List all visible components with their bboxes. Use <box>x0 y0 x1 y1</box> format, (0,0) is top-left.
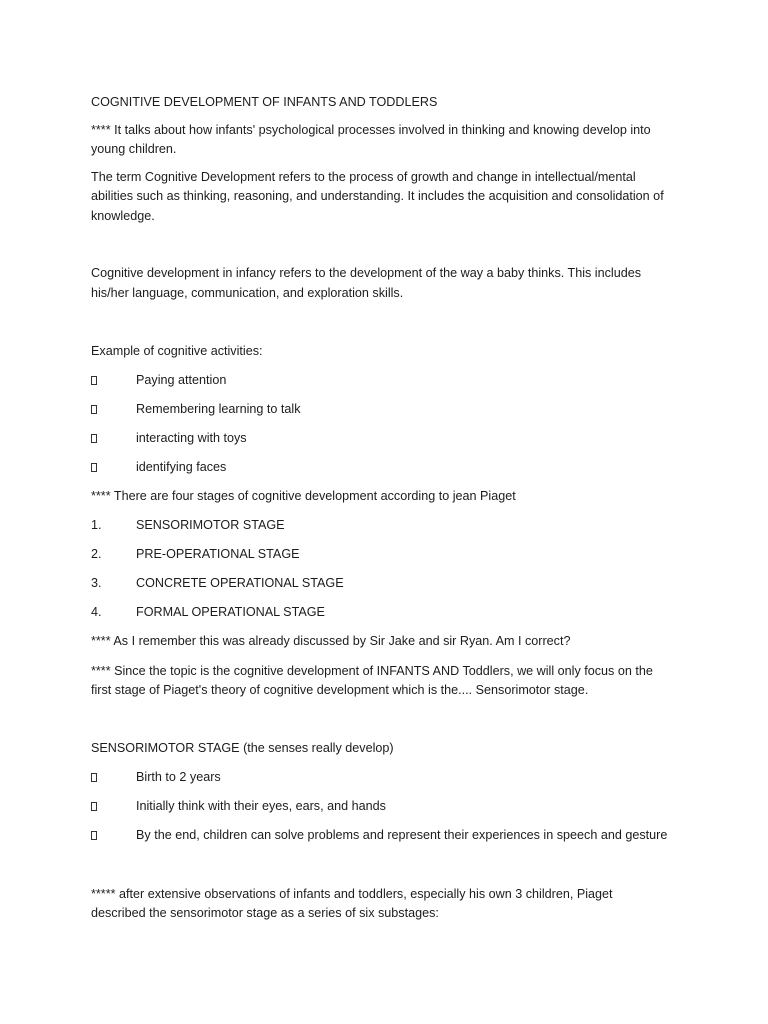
bullet-box-icon <box>91 458 97 477</box>
activity-item: Remembering learning to talk <box>136 402 301 416</box>
bullet-box-icon <box>91 826 97 845</box>
sensorimotor-point: Initially think with their eyes, ears, and hands <box>136 799 386 813</box>
activity-item: Paying attention <box>136 373 227 387</box>
definition-paragraph-line: abilities such as thinking, reasoning, and understanding. It includes the acquisition and consolidation of <box>91 189 664 203</box>
sensorimotor-heading: SENSORIMOTOR STAGE (the senses really develop) <box>91 741 394 755</box>
focus-paragraph-line: first stage of Piaget's theory of cognitive development which is the.... Sensorimotor stage. <box>91 683 589 697</box>
stage-item: SENSORIMOTOR STAGE <box>136 518 285 532</box>
substages-paragraph-line: described the sensorimotor stage as a series of six substages: <box>91 906 439 920</box>
stage-number: 3. <box>91 576 102 590</box>
remember-line: **** As I remember this was already discussed by Sir Jake and sir Ryan. Am I correct? <box>91 634 571 648</box>
stage-number: 4. <box>91 605 102 619</box>
stage-item: FORMAL OPERATIONAL STAGE <box>136 605 325 619</box>
definition-paragraph-line: knowledge. <box>91 209 155 223</box>
infancy-paragraph-line: his/her language, communication, and exploration skills. <box>91 286 404 300</box>
focus-paragraph-line: **** Since the topic is the cognitive development of INFANTS AND Toddlers, we will only focus on the <box>91 664 653 678</box>
intro-paragraph-line: **** It talks about how infants' psychological processes involved in thinking and knowing develop into <box>91 123 651 137</box>
activities-heading: Example of cognitive activities: <box>91 344 263 358</box>
intro-paragraph-line: young children. <box>91 142 177 156</box>
bullet-box-icon <box>91 429 97 448</box>
activity-item: identifying faces <box>136 460 227 474</box>
bullet-box-icon <box>91 371 97 390</box>
stage-item: PRE-OPERATIONAL STAGE <box>136 547 300 561</box>
bullet-box-icon <box>91 768 97 787</box>
document-title: COGNITIVE DEVELOPMENT OF INFANTS AND TODDLERS <box>91 95 438 109</box>
substages-paragraph-line: ***** after extensive observations of infants and toddlers, especially his own 3 children, Piaget <box>91 887 613 901</box>
bullet-box-icon <box>91 400 97 419</box>
stages-intro: **** There are four stages of cognitive development according to jean Piaget <box>91 489 516 503</box>
bullet-box-icon <box>91 797 97 816</box>
stage-number: 2. <box>91 547 102 561</box>
activity-item: interacting with toys <box>136 431 247 445</box>
stage-item: CONCRETE OPERATIONAL STAGE <box>136 576 344 590</box>
stage-number: 1. <box>91 518 102 532</box>
infancy-paragraph-line: Cognitive development in infancy refers to the development of the way a baby thinks. This includes <box>91 266 642 280</box>
sensorimotor-point: By the end, children can solve problems and represent their experiences in speech and gesture <box>136 828 668 842</box>
definition-paragraph-line: The term Cognitive Development refers to the process of growth and change in intellectual/mental <box>91 170 636 184</box>
sensorimotor-point: Birth to 2 years <box>136 770 221 784</box>
